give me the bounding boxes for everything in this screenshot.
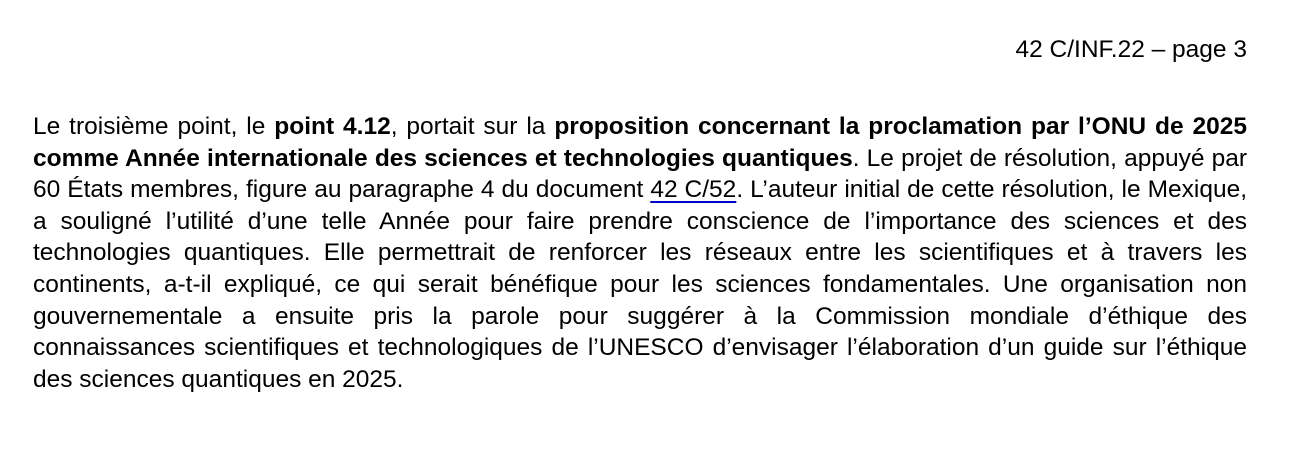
agenda-item-reference: point 4.12	[274, 113, 391, 140]
body-paragraph	[33, 111, 1247, 395]
paragraph-text: . L’auteur initial de cette résolution, le Mexique, a souligné l’utilité d’une telle Année pour faire prendre conscience de l’importance des sciences et des technologies quantiques. Elle permettrait de renforcer les réseaux entre les scientifiques et à travers les continents, a-t-il expliqué, ce qui serait bénéfique pour les sciences fondamentales. Une organisation non gouvernementale a ensuite pris la parole pour suggérer à la Commission mondiale d’éthique des connaissances scientifiques et technologiques de l’UNESCO d’envisager l’élaboration d’un guide sur l’éthique des sciences quantiques en 2025.	[33, 176, 1248, 393]
page-header: 42 C/INF.22 – page 3	[1015, 36, 1247, 63]
paragraph-text: , portait sur la	[390, 113, 555, 140]
paragraph-text: Le troisième point, le	[33, 113, 275, 140]
document-link[interactable]: 42 C/52	[650, 176, 737, 204]
paragraph-text: . Le projet de résolution, appuyé par 60 États membres, figure au paragraphe 4 du document	[33, 144, 1248, 204]
proposal-title: proposition concernant la proclamation par l’ONU de 2025 comme Année internationale des sciences et technologies quantiques	[33, 113, 1247, 172]
